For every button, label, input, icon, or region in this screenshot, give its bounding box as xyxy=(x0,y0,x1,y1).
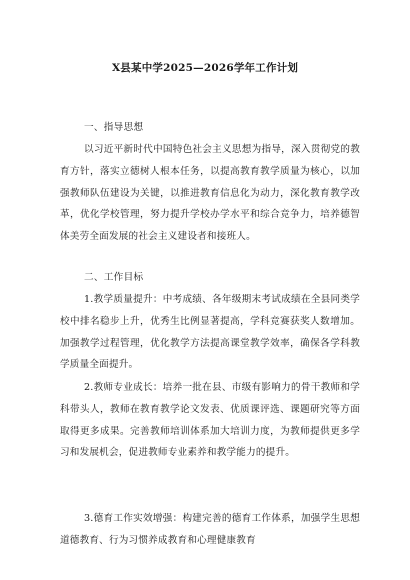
goal-teacher-growth-paragraph: 2.教师专业成长：培养一批在县、市级有影响力的骨干教师和学科带头人，教师在教育教学论文发表、优质课评选、课题研究等方面取得更多成果。完善教师培训体系加大培训力度，为教师提供更多学习和发展机会，促进教师专业素养和教学能力的提升。 xyxy=(60,382,360,459)
document-title: X县某中学2025—2026学年工作计划 xyxy=(111,62,299,74)
section-heading-guiding-ideology: 一、指导思想 xyxy=(84,122,144,133)
guiding-ideology-paragraph: 以习近平新时代中国特色社会主义思想为指导，深入贯彻党的教育方针，落实立德树人根本任务，以提高教育教学质量为核心，以加强教师队伍建设为关键，以推进教育信息化为动力，深化教育教学改革，优化学校管理，努力提升学校办学水平和综合竞争力，培养德智体美劳全面发展的社会主义建设者和接班人。 xyxy=(60,144,360,243)
section-heading-work-goals: 二、工作目标 xyxy=(84,272,144,283)
goal-moral-education-paragraph: 3.德育工作实效增强：构建完善的德育工作体系，加强学生思想道德教育、行为习惯养成教育和心理健康教育 xyxy=(60,513,360,546)
goal-teaching-quality-paragraph: 1.教学质量提升：中考成绩、各年级期末考试成绩在全县同类学校中排名稳步上升，优秀生比例显著提高，学科竞赛获奖人数增加。加强教学过程管理，优化教学方法提高课堂教学效率，确保各学科教学质量全面提升。 xyxy=(60,294,360,371)
